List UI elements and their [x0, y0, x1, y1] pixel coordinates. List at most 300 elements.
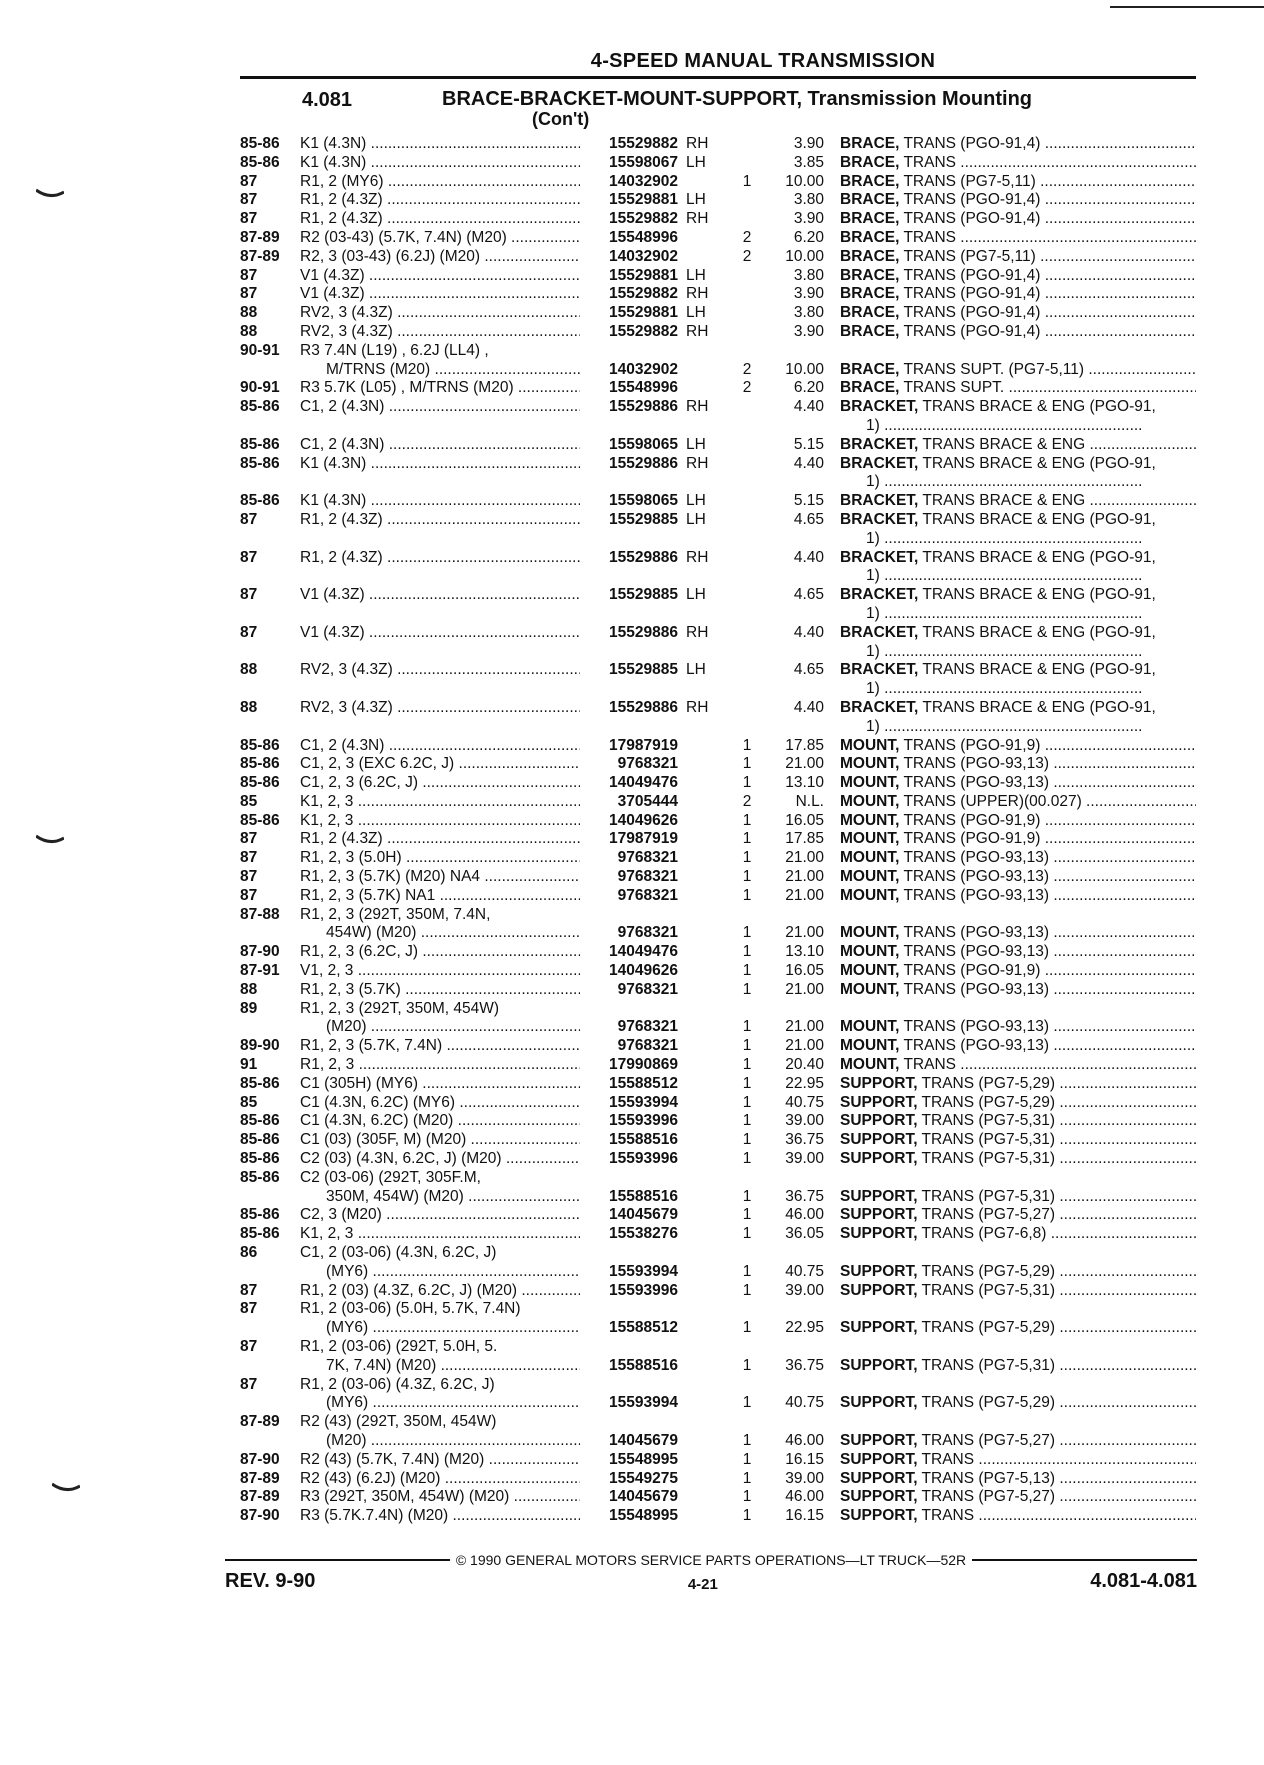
quantity	[722, 285, 772, 304]
part-number: 15598065	[609, 492, 678, 510]
side: LH	[686, 661, 706, 679]
description-line	[840, 267, 1196, 286]
table-row	[240, 943, 1196, 962]
price: 40.75	[785, 1262, 824, 1280]
description-line	[840, 229, 1196, 248]
part-name: BRACE,	[840, 135, 900, 152]
description-line	[840, 285, 1196, 304]
price: 40.75	[785, 1394, 824, 1412]
quantity: 1	[742, 1074, 752, 1092]
model-years: 87	[240, 266, 258, 284]
price: 13.10	[785, 774, 824, 792]
side: RH	[686, 548, 709, 566]
price: 13.10	[785, 943, 824, 961]
description	[840, 887, 1196, 906]
model-years: 88	[240, 698, 258, 716]
price: 4.40	[793, 398, 824, 416]
description	[840, 154, 1196, 173]
side	[678, 1282, 722, 1301]
description-line	[840, 661, 1196, 680]
part-number: 17987919	[609, 736, 678, 754]
side	[678, 1488, 722, 1507]
application-line: (MY6) .....	[300, 1319, 580, 1338]
part-name: MOUNT,	[840, 774, 900, 792]
price: 3.80	[793, 304, 824, 322]
description-line	[840, 1206, 1196, 1225]
part-number: 15529886	[609, 623, 678, 641]
model-years: 85-86	[240, 435, 280, 453]
description-text: TRANS SUPT. (PG7-5,11)	[903, 360, 1085, 378]
description-line	[840, 1075, 1196, 1094]
description-line	[840, 1131, 1196, 1150]
price: 16.05	[785, 811, 824, 829]
description-text: TRANS	[903, 228, 956, 246]
application-line: R1, 2 (4.3Z) .....	[300, 511, 580, 530]
part-name: SUPPORT,	[840, 1319, 918, 1337]
model-years: 87	[240, 285, 258, 303]
application-line: R2, 3 (03-43) (6.2J) (M20) .....	[300, 248, 580, 267]
quantity: 1	[742, 1131, 752, 1149]
part-number: 9768321	[617, 755, 678, 773]
model-years: 87-89	[240, 1469, 280, 1487]
footer-copyright-line	[225, 1552, 1197, 1568]
description-text: TRANS (PGO-91,4)	[903, 135, 1041, 152]
table-row	[240, 1131, 1196, 1150]
quantity	[722, 210, 772, 229]
application-line: R1, 2 (4.3Z) .....	[300, 830, 580, 849]
application	[300, 248, 580, 267]
application-line: V1 (4.3Z) .....	[300, 285, 580, 304]
part-number: 17990869	[609, 1056, 678, 1074]
description-text: TRANS (PG7-5,27)	[921, 1488, 1056, 1506]
part-name: BRACE,	[840, 360, 900, 378]
description-line	[840, 567, 1196, 586]
description-text: TRANS (PGO-91,4)	[903, 304, 1041, 322]
price: 4.40	[793, 454, 824, 472]
quantity: 1	[742, 1262, 752, 1280]
application-line: M/TRNS (M20) .....	[300, 361, 580, 380]
quantity: 1	[742, 924, 752, 942]
description	[840, 1094, 1196, 1113]
part-number: 15529886	[609, 398, 678, 416]
description-line	[840, 1507, 1196, 1526]
description	[840, 1282, 1196, 1301]
description-line	[840, 191, 1196, 210]
quantity	[722, 323, 772, 342]
side: LH	[686, 304, 706, 322]
quantity	[722, 661, 772, 699]
application-line: C2, 3 (M20) .....	[300, 1206, 580, 1225]
application-line: (M20) .....	[300, 1018, 580, 1037]
description-line	[840, 624, 1196, 643]
part-number: 14032902	[609, 360, 678, 378]
model-years: 85-86	[240, 1150, 280, 1168]
table-row	[240, 1094, 1196, 1113]
part-number: 15593996	[609, 1150, 678, 1168]
description-text: TRANS (PGO-93,13)	[903, 868, 1050, 886]
side: LH	[686, 435, 706, 453]
description-text: TRANS	[921, 1507, 975, 1525]
quantity: 1	[742, 1356, 752, 1374]
description	[840, 1319, 1196, 1338]
part-number: 9768321	[617, 849, 678, 867]
footer-rule	[225, 1559, 450, 1561]
part-name: MOUNT,	[840, 962, 900, 980]
application-line: C1 (03) (305F, M) (M20) .....	[300, 1131, 580, 1150]
application	[300, 323, 580, 342]
description-line	[840, 1319, 1196, 1338]
part-number: 9768321	[617, 980, 678, 998]
application	[300, 436, 580, 455]
model-years: 85-86	[240, 398, 280, 416]
description-line	[840, 812, 1196, 831]
part-number: 15588512	[609, 1319, 678, 1337]
side	[678, 1037, 722, 1056]
part-number: 9768321	[617, 868, 678, 886]
application-line: (M20) .....	[300, 1432, 580, 1451]
description-text: TRANS BRACE & ENG (PGO-91,	[922, 661, 1156, 679]
description-line	[840, 774, 1196, 793]
application	[300, 549, 580, 587]
description	[840, 1225, 1196, 1244]
table-row	[240, 1282, 1196, 1301]
price: N.L.	[795, 792, 824, 810]
footer-info	[225, 1570, 1197, 1593]
description-text: 1)	[866, 473, 880, 491]
model-years: 87-89	[240, 228, 280, 246]
model-years: 87-91	[240, 962, 280, 980]
application	[300, 492, 580, 511]
description-text: TRANS (PGO-93,13)	[903, 755, 1050, 773]
application-line: C1, 2, 3 (EXC 6.2C, J) .....	[300, 755, 580, 774]
model-years: 85	[240, 792, 258, 810]
application	[300, 887, 580, 906]
table-row	[240, 1000, 1196, 1038]
part-number: 15548995	[609, 1507, 678, 1525]
table-row	[240, 285, 1196, 304]
application-line: K1, 2, 3 .....	[300, 1225, 580, 1244]
model-years: 87-90	[240, 1450, 280, 1468]
side	[678, 1225, 722, 1244]
table-row	[240, 906, 1196, 944]
table-row	[240, 436, 1196, 455]
part-number: 15529885	[609, 586, 678, 604]
side: LH	[686, 492, 706, 510]
table-row	[240, 1244, 1196, 1282]
table-row	[240, 549, 1196, 587]
description-line	[840, 1150, 1196, 1169]
part-number: 15529886	[609, 454, 678, 472]
description-line	[840, 1470, 1196, 1489]
gap	[824, 154, 840, 173]
quantity: 1	[742, 1281, 752, 1299]
quantity	[722, 699, 772, 737]
table-row	[240, 661, 1196, 699]
price: 4.65	[793, 661, 824, 679]
application-line: R1, 2 (4.3Z) .....	[300, 210, 580, 229]
application	[300, 1244, 580, 1282]
description-text: TRANS (PGO-91,9)	[903, 736, 1041, 754]
description-line	[840, 436, 1196, 455]
model-years: 85-86	[240, 755, 280, 773]
application-line: K1, 2, 3 .....	[300, 793, 580, 812]
application-line: R1, 2 (MY6) .....	[300, 173, 580, 192]
price: 39.00	[785, 1112, 824, 1130]
part-name: SUPPORT,	[840, 1488, 918, 1506]
description-line	[840, 154, 1196, 173]
description-line	[840, 1263, 1196, 1282]
description-line	[840, 680, 1196, 699]
application-line: R1, 2, 3 (6.2C, J) .....	[300, 943, 580, 962]
part-number: 15529886	[609, 698, 678, 716]
quantity: 1	[742, 736, 752, 754]
part-number: 15529882	[609, 285, 678, 303]
application	[300, 511, 580, 549]
footer-rule	[972, 1559, 1197, 1561]
description-text: TRANS (PG7-5,31)	[921, 1131, 1056, 1149]
quantity	[722, 436, 772, 455]
description	[840, 191, 1196, 210]
gap	[824, 661, 840, 699]
gap	[824, 135, 840, 154]
part-number: 15598067	[609, 153, 678, 171]
gap	[824, 1413, 840, 1451]
description-text: 1)	[866, 642, 880, 660]
description	[840, 135, 1196, 154]
description-text: 1)	[866, 529, 880, 547]
part-number: 9768321	[617, 924, 678, 942]
description-text: TRANS (PGO-91,4)	[903, 285, 1041, 303]
table-row	[240, 229, 1196, 248]
gap	[824, 267, 840, 286]
gap	[824, 868, 840, 887]
table-row	[240, 398, 1196, 436]
quantity: 1	[742, 1056, 752, 1074]
price: 6.20	[793, 379, 824, 397]
part-number: 15529882	[609, 322, 678, 340]
description	[840, 1037, 1196, 1056]
quantity: 1	[742, 830, 752, 848]
model-years: 85-86	[240, 135, 280, 152]
price: 16.15	[785, 1450, 824, 1468]
description	[840, 210, 1196, 229]
table-row	[240, 1075, 1196, 1094]
part-name: BRACKET,	[840, 454, 919, 472]
application-line: R1, 2, 3 .....	[300, 1056, 580, 1075]
application	[300, 1488, 580, 1507]
description-line	[840, 1432, 1196, 1451]
model-years: 85-86	[240, 1112, 280, 1130]
application	[300, 210, 580, 229]
description-text: TRANS (PG7-5,29)	[921, 1093, 1056, 1111]
description-line	[840, 304, 1196, 323]
side	[678, 1470, 722, 1489]
quantity	[722, 398, 772, 436]
part-name: SUPPORT,	[840, 1262, 918, 1280]
part-number: 9768321	[617, 1018, 678, 1036]
application-line: K1 (4.3N) .....	[300, 154, 580, 173]
quantity: 2	[742, 360, 752, 378]
model-years: 87-89	[240, 1413, 280, 1431]
model-years: 87	[240, 1300, 258, 1318]
table-row	[240, 624, 1196, 662]
application	[300, 1094, 580, 1113]
gap	[824, 173, 840, 192]
description	[840, 1451, 1196, 1470]
application-line: (MY6) .....	[300, 1263, 580, 1282]
corner-rule	[1110, 6, 1264, 8]
application	[300, 1300, 580, 1338]
description	[840, 737, 1196, 756]
description	[840, 1470, 1196, 1489]
application-line: C1, 2 (4.3N) .....	[300, 398, 580, 417]
part-name: BRACKET,	[840, 510, 919, 528]
description-line	[840, 511, 1196, 530]
description	[840, 1150, 1196, 1169]
side	[678, 1112, 722, 1131]
gap	[824, 1000, 840, 1038]
description	[840, 1206, 1196, 1225]
part-number: 15529886	[609, 548, 678, 566]
side	[678, 173, 722, 192]
description-line	[840, 868, 1196, 887]
description-line	[840, 755, 1196, 774]
part-number: 15529885	[609, 510, 678, 528]
description-text: TRANS	[921, 1450, 975, 1468]
application-line: R1, 2 (4.3Z) .....	[300, 549, 580, 568]
application-line: RV2, 3 (4.3Z) .....	[300, 699, 580, 718]
table-row	[240, 1507, 1196, 1526]
description-text: 1)	[866, 717, 880, 735]
model-years: 87	[240, 1281, 258, 1299]
description-line	[840, 586, 1196, 605]
description-text: TRANS (PGO-93,13)	[903, 886, 1050, 904]
application-line: C1, 2 (4.3N) .....	[300, 737, 580, 756]
description-line	[840, 1488, 1196, 1507]
description-text: 1)	[866, 416, 880, 434]
price: 21.00	[785, 1018, 824, 1036]
gap	[824, 229, 840, 248]
application-line: C1, 2, 3 (6.2C, J) .....	[300, 774, 580, 793]
side: RH	[686, 135, 709, 152]
application-line: K1 (4.3N) .....	[300, 135, 580, 154]
description-line	[840, 210, 1196, 229]
side: LH	[686, 191, 706, 209]
description-text: TRANS (PG7-5,29)	[921, 1319, 1056, 1337]
application	[300, 1169, 580, 1207]
description	[840, 361, 1196, 380]
application	[300, 661, 580, 699]
quantity: 1	[742, 1507, 752, 1525]
part-number: 15548996	[609, 228, 678, 246]
part-number: 15529881	[609, 191, 678, 209]
price: 3.90	[793, 285, 824, 303]
description-text: TRANS BRACE & ENG (PGO-91,	[922, 510, 1156, 528]
part-number: 15593994	[609, 1262, 678, 1280]
side	[678, 737, 722, 756]
price: 21.00	[785, 980, 824, 998]
quantity: 1	[742, 755, 752, 773]
description	[840, 379, 1196, 398]
application-line: 454W) (M20) .....	[300, 924, 580, 943]
part-number: 15593994	[609, 1394, 678, 1412]
description	[840, 492, 1196, 511]
quantity: 1	[742, 1112, 752, 1130]
gap	[824, 323, 840, 342]
application-line: R2 (03-43) (5.7K, 7.4N) (M20) .....	[300, 229, 580, 248]
application	[300, 1282, 580, 1301]
application-line: R1, 2 (03) (4.3Z, 6.2C, J) (M20) .....	[300, 1282, 580, 1301]
description	[840, 1488, 1196, 1507]
model-years: 85-86	[240, 1168, 280, 1186]
page-footer	[225, 1552, 1197, 1593]
model-years: 87-90	[240, 1507, 280, 1525]
model-years: 88	[240, 322, 258, 340]
price: 17.85	[785, 830, 824, 848]
binder-hole-mark	[52, 1482, 80, 1492]
price: 36.75	[785, 1356, 824, 1374]
description-text: TRANS (UPPER)(00.027)	[903, 792, 1082, 810]
part-name: BRACKET,	[840, 586, 919, 604]
part-name: SUPPORT,	[840, 1093, 918, 1111]
model-years: 85-86	[240, 774, 280, 792]
quantity	[722, 154, 772, 173]
description-text: TRANS BRACE & ENG	[922, 435, 1086, 453]
price: 3.80	[793, 266, 824, 284]
side: RH	[686, 623, 709, 641]
model-years: 87	[240, 172, 258, 190]
quantity: 1	[742, 1394, 752, 1412]
description-text: TRANS (PG7-5,11)	[903, 247, 1036, 265]
model-years: 87	[240, 210, 258, 228]
application-line: R2 (43) (6.2J) (M20) .....	[300, 1470, 580, 1489]
part-name: MOUNT,	[840, 868, 900, 886]
quantity: 1	[742, 172, 752, 190]
part-name: SUPPORT,	[840, 1150, 918, 1168]
side	[678, 793, 722, 812]
application	[300, 793, 580, 812]
table-row	[240, 774, 1196, 793]
part-name: SUPPORT,	[840, 1206, 918, 1224]
application	[300, 830, 580, 849]
price: 17.85	[785, 736, 824, 754]
gap	[824, 436, 840, 455]
part-name: MOUNT,	[840, 886, 900, 904]
description	[840, 285, 1196, 304]
application	[300, 1507, 580, 1526]
application-line: R3 (292T, 350M, 454W) (M20) .....	[300, 1488, 580, 1507]
gap	[824, 1300, 840, 1338]
application-line: C2 (03) (4.3N, 6.2C, J) (M20) .....	[300, 1150, 580, 1169]
price: 10.00	[785, 247, 824, 265]
table-row	[240, 1338, 1196, 1376]
description-line	[840, 1357, 1196, 1376]
quantity: 1	[742, 1431, 752, 1449]
application	[300, 1225, 580, 1244]
description	[840, 1432, 1196, 1451]
application-line: RV2, 3 (4.3Z) .....	[300, 323, 580, 342]
gap	[824, 549, 840, 587]
side: LH	[686, 153, 706, 171]
gap	[824, 1338, 840, 1376]
quantity: 1	[742, 1469, 752, 1487]
table-row	[240, 323, 1196, 342]
application-line: K1 (4.3N) .....	[300, 455, 580, 474]
side	[678, 1507, 722, 1526]
side	[678, 379, 722, 398]
description-text: 1)	[866, 567, 880, 585]
page-title: 4-SPEED MANUAL TRANSMISSION	[240, 50, 1196, 79]
